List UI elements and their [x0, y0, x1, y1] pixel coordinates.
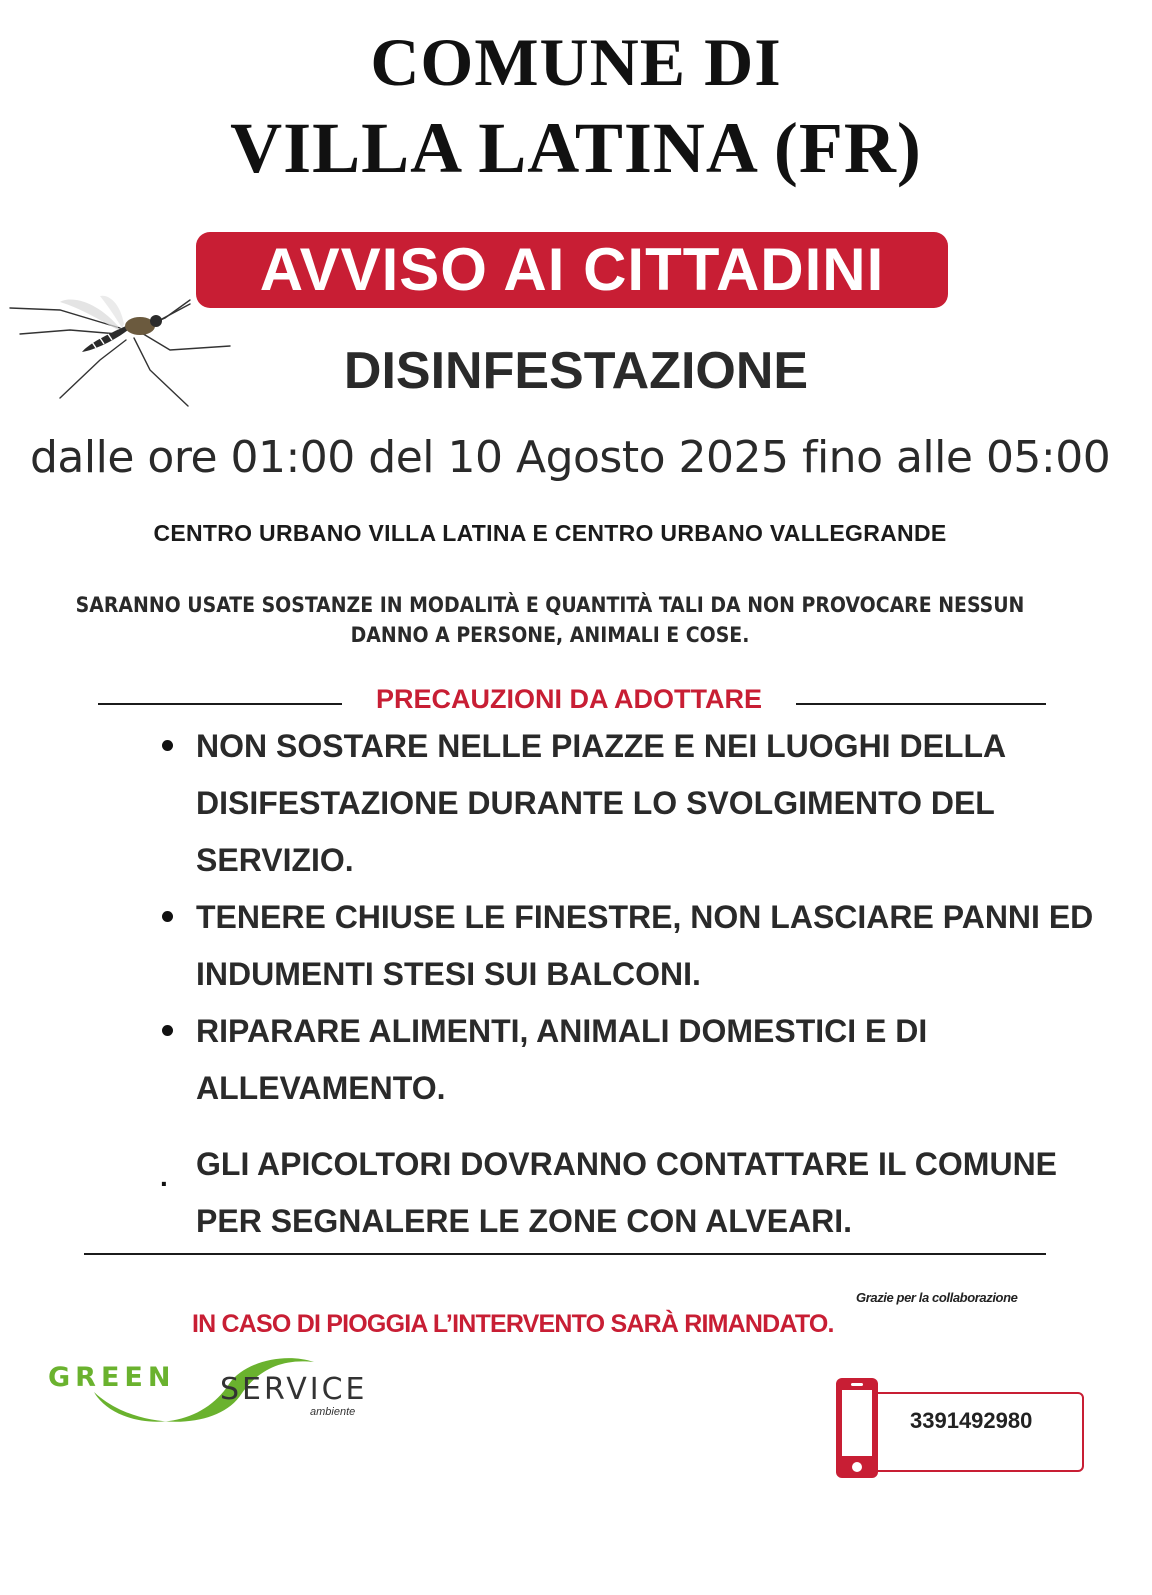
- list-item: [160, 1136, 1152, 1250]
- bullet-icon: [162, 911, 173, 922]
- logo-green-text: GREEN: [48, 1362, 176, 1393]
- divider: [796, 703, 1046, 705]
- list-item: [160, 718, 1140, 889]
- list-item-line: NON SOSTARE NELLE PIAZZE E NEI LUOGHI DELLA: [196, 728, 1007, 764]
- list-item-line: RIPARARE ALIMENTI, ANIMALI DOMESTICI E DI: [196, 1013, 928, 1049]
- precautions-list: [160, 718, 1140, 1117]
- precautions-title: PRECAUZIONI DA ADOTTARE: [376, 684, 762, 714]
- bullet-icon: [162, 740, 173, 751]
- area-text: CENTRO URBANO VILLA LATINA E CENTRO URBANO VALLEGRANDE: [153, 520, 947, 546]
- logo-service-text: SERVICE: [220, 1372, 368, 1407]
- notice-subtitle: DISINFESTAZIONE: [343, 342, 809, 400]
- list-item-line: PER SEGNALERE LE ZONE CON ALVEARI.: [196, 1203, 853, 1239]
- list-item-line: INDUMENTI STESI SUI BALCONI.: [196, 956, 701, 992]
- logo-ambiente-text: ambiente: [310, 1406, 356, 1418]
- list-item: [160, 1003, 1140, 1117]
- list-item-line: ALLEVAMENTO.: [196, 1070, 446, 1106]
- safety-notice-line: SARANNO USATE SOSTANZE IN MODALITÀ E QUANTITÀ TALI DA NON PROVOCARE NESSUN: [75, 593, 1025, 617]
- page-title-line2: VILLA LATINA (FR): [230, 108, 922, 188]
- safety-notice-line: DANNO A PERSONE, ANIMALI E COSE.: [350, 623, 750, 647]
- rain-warning: IN CASO DI PIOGGIA L’INTERVENTO SARÀ RIMANDATO.: [192, 1310, 834, 1338]
- list-item-line: DISIFESTAZIONE DURANTE LO SVOLGIMENTO DEL: [196, 785, 995, 821]
- schedule-text: dalle ore 01:00 del 10 Agosto 2025 fino alle 05:00: [30, 432, 1111, 483]
- divider: [84, 1253, 1046, 1255]
- page-title-line1: COMUNE DI: [370, 24, 782, 100]
- phone-box: [872, 1392, 1084, 1472]
- list-item-line: GLI APICOLTORI DOVRANNO CONTATTARE IL COMUNE: [196, 1146, 1058, 1182]
- list-item-line: TENERE CHIUSE LE FINESTRE, NON LASCIARE PANNI ED: [196, 899, 1094, 935]
- list-item: [160, 889, 1140, 1003]
- smartphone-icon: [834, 1376, 880, 1480]
- bullet-icon: .: [160, 1161, 168, 1192]
- green-service-logo: [44, 1348, 384, 1438]
- safety-notice: [0, 590, 1100, 650]
- divider: [98, 703, 342, 705]
- list-item-line: SERVIZIO.: [196, 842, 354, 878]
- bullet-icon: [162, 1025, 173, 1036]
- phone-number: 3391492980: [910, 1408, 1033, 1433]
- notice-banner: AVVISO AI CITTADINI: [196, 232, 948, 308]
- thanks-text: Grazie per la collaborazione: [856, 1290, 1018, 1305]
